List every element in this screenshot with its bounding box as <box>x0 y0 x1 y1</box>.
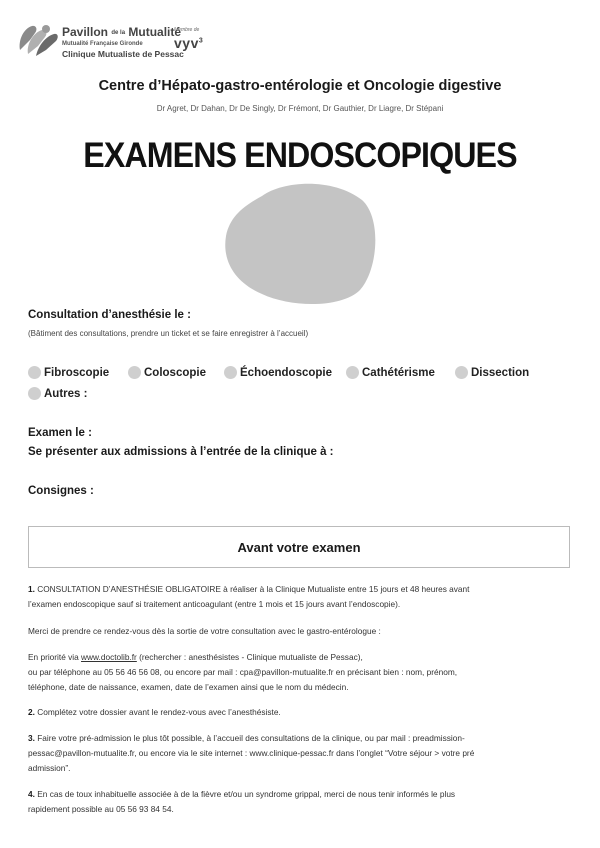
hands-logo-icon <box>16 20 60 60</box>
option-label: Fibroscopie <box>44 366 110 379</box>
instruction-1: 1. CONSULTATION D’ANESTHÉSIE OBLIGATOIRE à réaliser à la Clinique Mutualiste entre 15 jours et 48 heures avant l’examen endoscopique sauf si traitement anticoagulant (entre 1 mois et 15 jours avant l’endoscopie). <box>28 584 470 609</box>
instruction-2: 2. Complétez votre dossier avant le rendez-vous avec l’anesthésiste. <box>28 707 281 717</box>
option-echoendoscopie[interactable] <box>224 366 332 379</box>
section-title: Avant votre examen <box>237 539 361 555</box>
option-label: Autres : <box>44 387 88 400</box>
radio-circle-icon[interactable] <box>128 366 141 379</box>
instruction-4: 4. En cas de toux inhabituelle associée à de la fièvre et/ou un syndrome grippal, merci de nous tenir informés le plus rapidement possible au 05 56 93 84 54. <box>28 789 456 814</box>
admission-label: Se présenter aux admissions à l’entrée de la clinique à : <box>28 446 334 458</box>
radio-circle-icon[interactable] <box>28 387 41 400</box>
option-fibroscopie[interactable] <box>28 366 109 379</box>
page-title: EXAMENS ENDOSCOPIQUES <box>83 136 517 175</box>
logo-subtitle: Mutualité Française Gironde <box>62 41 143 47</box>
centre-title: Centre d’Hépato-gastro-entérologie et Oncologie digestive <box>98 78 502 94</box>
instruction-3: 3. Faire votre pré-admission le plus tôt possible, à l’accueil des consultations de la clinique, ou par mail : preadmission- pessac@pavillon-mutualite.fr, ou encore via le site internet : www.clinique-pessac.fr dans l’onglet “Votre séjour > votre pré admission”. <box>28 733 475 773</box>
radio-circle-icon[interactable] <box>28 366 41 379</box>
option-autres[interactable] <box>28 387 87 400</box>
clinic-logo <box>16 20 256 62</box>
section-header-box <box>28 526 570 568</box>
radio-circle-icon[interactable] <box>224 366 237 379</box>
consignes-label: Consignes : <box>28 485 94 497</box>
option-label: Dissection <box>471 366 530 379</box>
instruction-note: Merci de prendre ce rendez-vous dès la sortie de votre consultation avec le gastro-entérologue : <box>28 626 381 636</box>
doctolib-link[interactable]: www.doctolib.fr <box>81 652 137 662</box>
radio-circle-icon[interactable] <box>346 366 359 379</box>
vyv-logo: vyv$^3$ <box>174 35 204 51</box>
option-label: Échoendoscopie <box>240 366 333 379</box>
consultation-label: Consultation d’anesthésie le : <box>28 309 191 321</box>
option-coloscopie[interactable] <box>128 366 206 379</box>
logo-clinic-name: Clinique Mutualiste de Pessac <box>62 49 184 59</box>
logo-brand: Pavillon de la Mutualité <box>62 25 182 39</box>
exam-date-label: Examen le : <box>28 427 92 439</box>
doctors-list: Dr Agret, Dr Dahan, Dr De Singly, Dr Frémont, Dr Gauthier, Dr Liagre, Dr Stépani <box>156 104 444 113</box>
consultation-note: (Bâtiment des consultations, prendre un ticket et se faire enregistrer à l’accueil) <box>28 329 309 338</box>
sticker-placeholder-shape <box>222 178 382 308</box>
radio-circle-icon[interactable] <box>455 366 468 379</box>
instruction-contact: En priorité via www.doctolib.fr (rechercher : anesthésistes - Clinique mutualiste de Pessac), ou par téléphone au 05 56 46 56 08, ou encore par mail : cpa@pavillon-mutualite.fr en précisant bien : nom, prénom, téléphone, date de naissance, examen, date de l’examen ainsi que le nom du médecin. <box>28 652 458 692</box>
option-catheterisme[interactable] <box>346 366 435 379</box>
membre-label: Membre de <box>174 27 200 33</box>
option-label: Coloscopie <box>144 366 206 379</box>
option-label: Cathétérisme <box>362 366 435 379</box>
option-dissection[interactable] <box>455 366 529 379</box>
